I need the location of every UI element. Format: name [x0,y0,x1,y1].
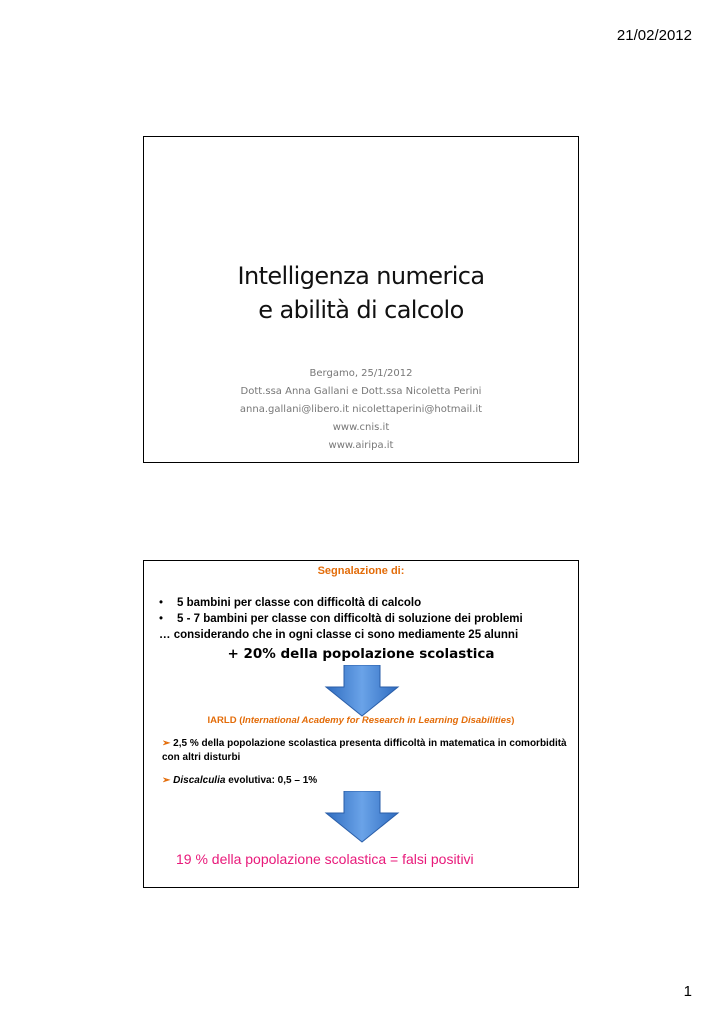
content-slide [143,560,579,888]
percentage-statement: + 20% della popolazione scolastica [227,646,495,662]
check-italic-term: Discalculia [173,775,226,786]
conclusion-text: 19 % della popolazione scolastica = falsi positivi [176,851,474,867]
iarld-prefix: IARLD ( [207,715,243,726]
list-item [159,611,570,627]
presentation-title [144,259,578,327]
bullet-icon: • [159,597,164,609]
bullet-icon: • [159,613,164,625]
continuation-text: … considerando che in ogni classe ci sono mediamente 25 alunni [159,629,519,641]
iarld-name: International Academy for Research in Learning Disabilities [242,715,512,726]
info-place-date: Bergamo, 25/1/2012 [309,368,413,379]
title-slide [143,136,579,463]
bullet-text: 5 - 7 bambini per classe con difficoltà di soluzione dei problemi [177,613,523,625]
presentation-info [144,365,578,455]
check-item-2 [162,774,568,788]
info-link-airipa[interactable]: www.airipa.it [328,440,394,451]
down-arrow-icon [324,791,400,843]
page-number: 1 [683,983,692,1000]
arrow-bullet-icon: ➢ [162,775,171,786]
down-arrow-icon [324,665,400,717]
page-date: 21/02/2012 [616,27,692,44]
title-line-2: e abilità di calcolo [258,296,464,324]
arrow-bullet-icon: ➢ [162,738,171,749]
info-emails: anna.gallani@libero.it nicolettaperini@hotmail.it [239,404,483,415]
iarld-suffix: ) [511,715,515,726]
info-authors: Dott.ssa Anna Gallani e Dott.ssa Nicoletta Perini [240,386,482,397]
check-item-1 [162,737,568,765]
check-text: 2,5 % della popolazione scolastica presenta difficoltà in matematica in comorbidità con altri disturbi [162,738,567,763]
list-item [159,595,570,611]
iarld-line [144,715,578,726]
bullet-text: 5 bambini per classe con difficoltà di calcolo [177,597,422,609]
bullet-list [159,595,570,643]
check-text: evolutiva: 0,5 – 1% [225,775,318,786]
info-link-cnis[interactable]: www.cnis.it [332,422,390,433]
title-line-1: Intelligenza numerica [237,262,485,290]
slide-heading: Segnalazione di: [317,565,405,577]
